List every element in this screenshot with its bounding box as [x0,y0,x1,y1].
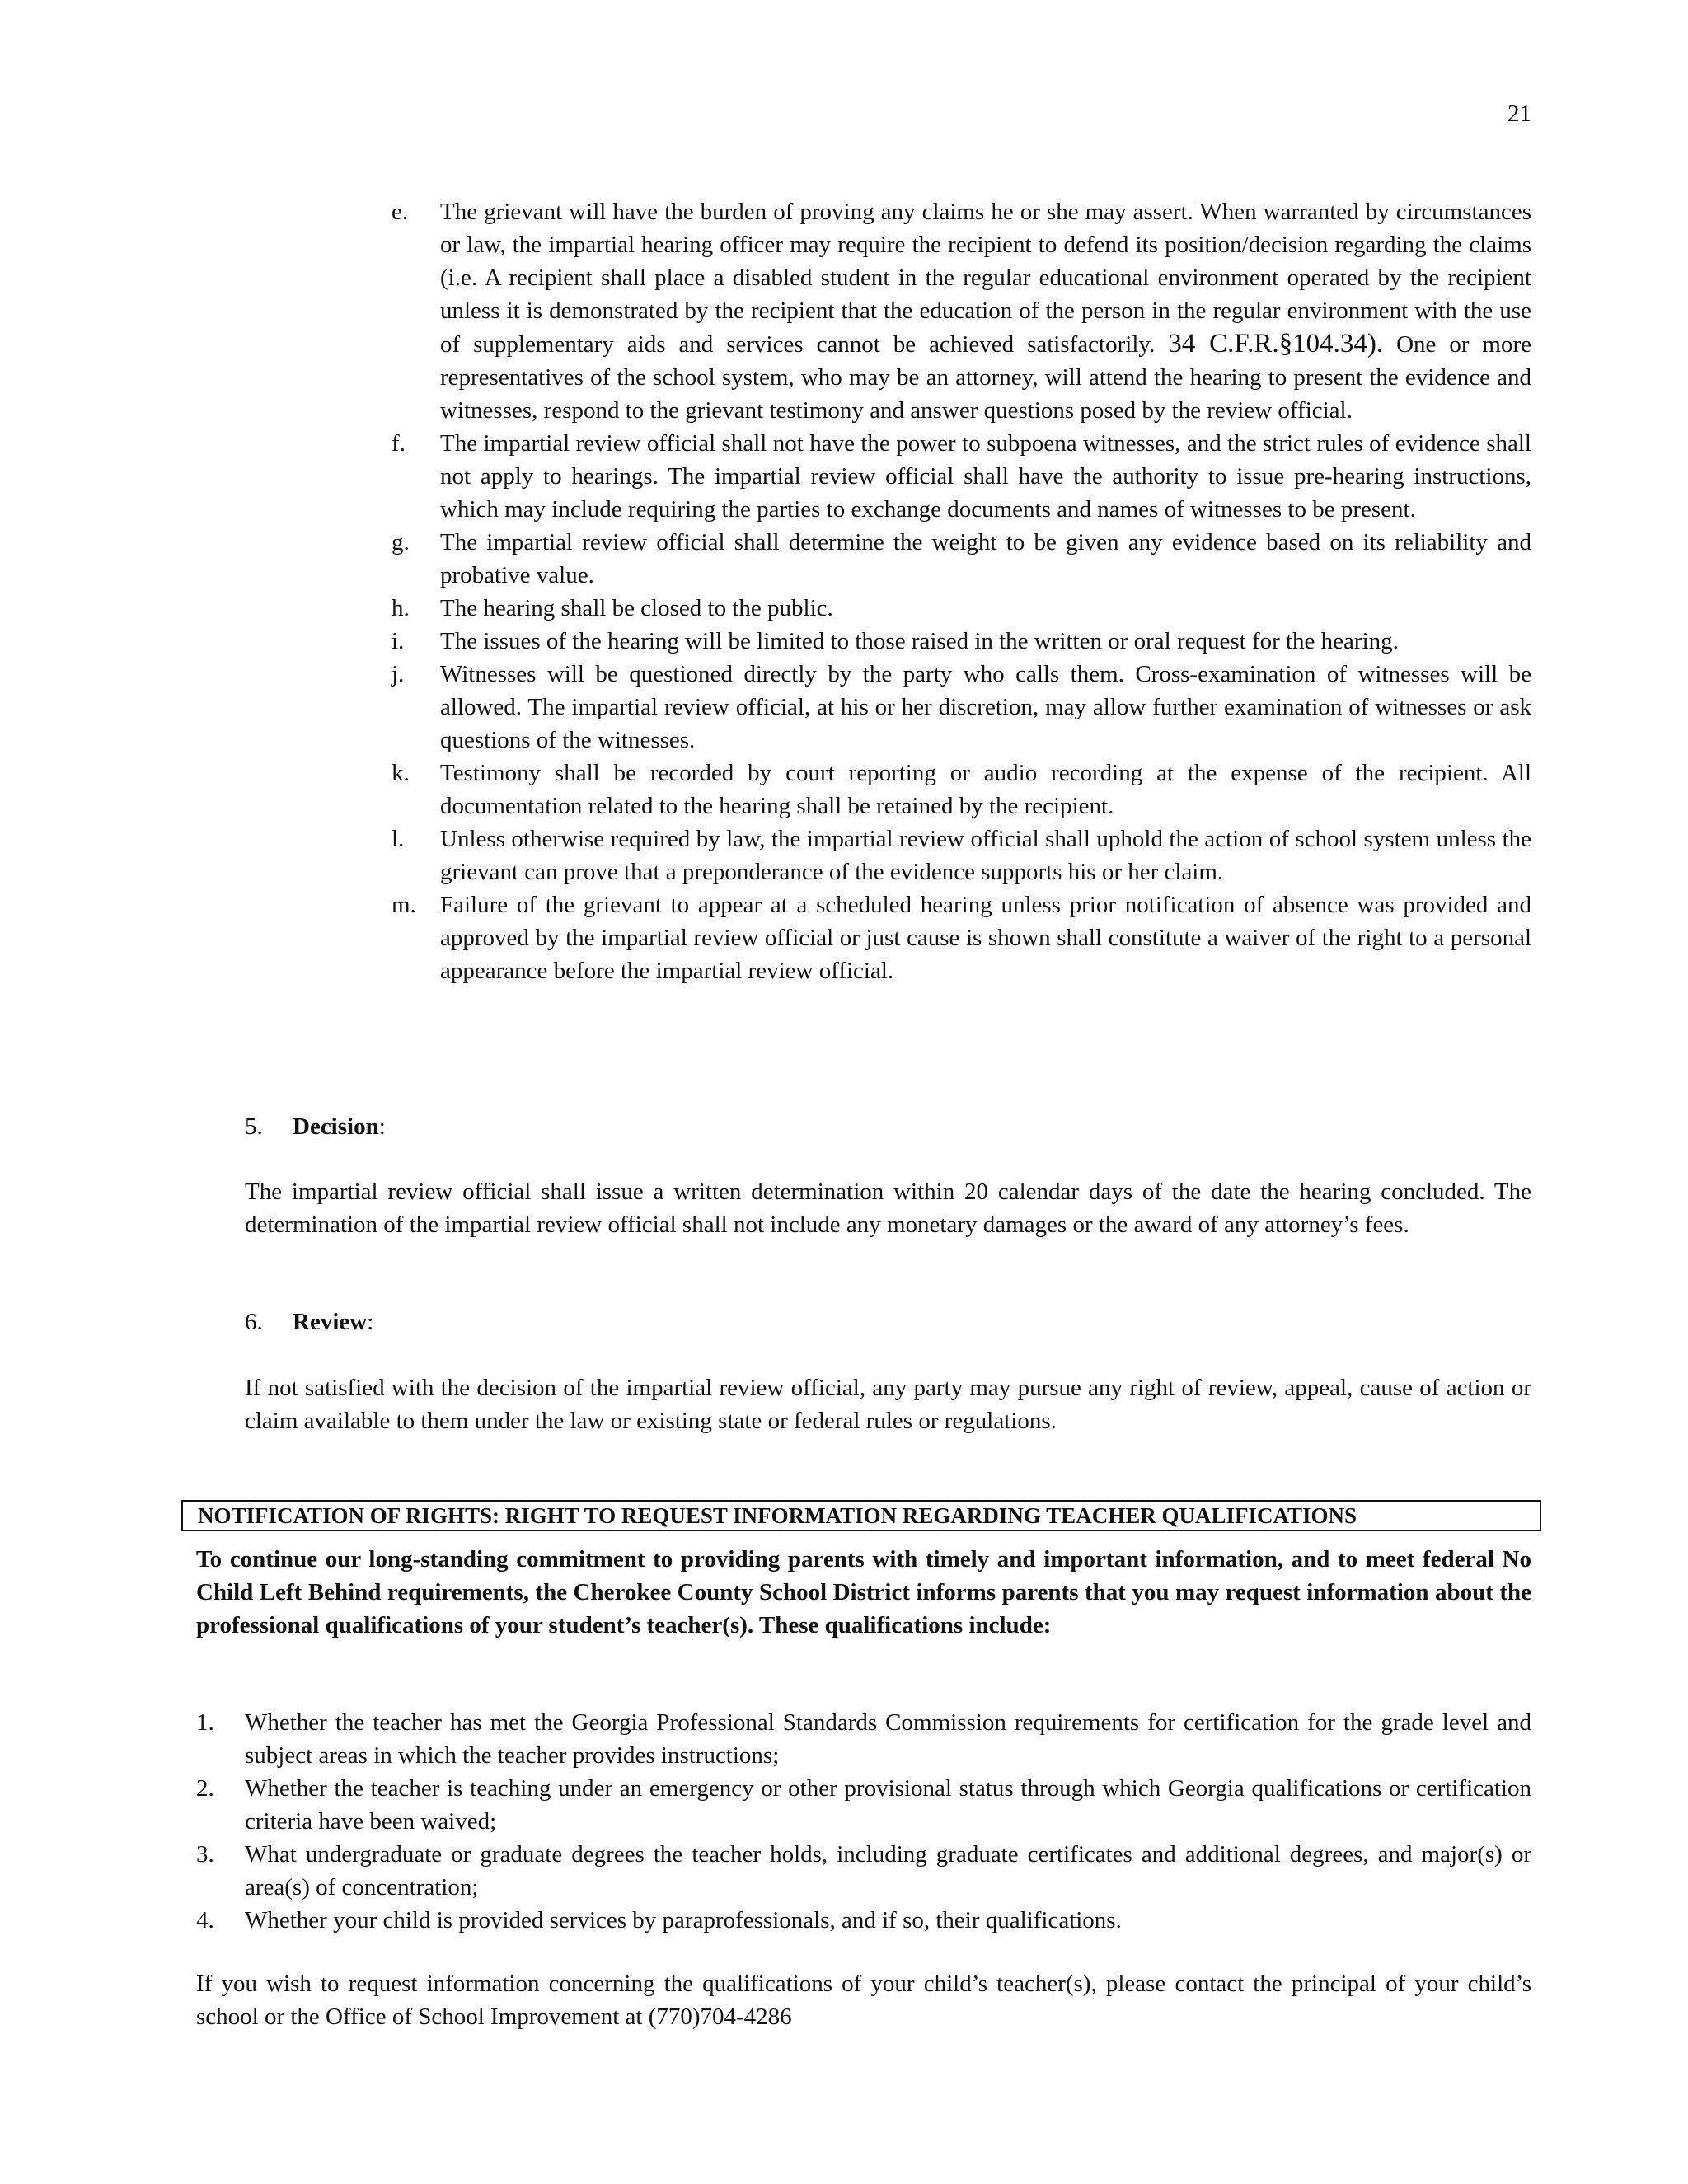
list-item [392,592,1531,625]
list-item-letter: i. [392,628,405,654]
section-number: 6. [245,1309,263,1335]
list-item-text: The impartial review official shall not have the power to subpoena witnesses, and the strict rules of evidence shall not apply to hearings. The impartial review official shall have the authority to issue pre-hearing instructions, which may include requiring the parties to exchange documents and names of witnesses to be present. [440,430,1531,523]
list-item-text-part: One or more representatives of the school system, who may be an attorney, will attend the hearing to present the evidence and witnesses, respond to the grievant testimony and answer questions posed by the review official. [440,331,1531,424]
list-item [392,427,1531,526]
decision-paragraph: The impartial review official shall issue a written determination within 20 calendar days of the date the hearing concluded. The determination of the impartial review official shall not include any monetary damages or the award of any attorney’s fees. [245,1179,1531,1238]
list-item-letter: e. [392,199,409,225]
list-item-text-part: The grievant will have the burden of proving any claims he or she may assert. When warranted by circumstances or law, the impartial hearing officer may require the recipient to defend its position/decision regarding the claims (i.e. A recipient shall place a disabled student in the regular educational environment operated by the recipient unless it is demonstrated by the recipient that the education of the person in the regular environment with the use of supplementary aids and services cannot be achieved satisfactorily. [440,199,1531,358]
list-item-letter: g. [392,529,410,555]
list-item [196,1772,1531,1838]
section-heading-text [293,1110,386,1143]
list-item [196,1706,1531,1772]
list-item [196,1904,1531,1937]
list-item-letter: k. [392,760,410,786]
list-item-text: Testimony shall be recorded by court reporting or audio recording at the expense of the recipient. All documentation related to the hearing shall be retained by the recipient. [440,760,1531,819]
list-item-number: 1. [196,1709,214,1736]
list-item-letter: m. [392,892,416,918]
section-title: Decision [293,1113,379,1140]
section-title: Review [293,1309,368,1335]
list-item [392,823,1531,888]
hearing-procedures-list [392,195,1531,987]
list-item-letter: f. [392,430,406,457]
list-item-letter: h. [392,595,410,621]
list-item-letter: l. [392,826,405,852]
list-item-number: 3. [196,1841,214,1868]
list-item [392,888,1531,987]
decision-heading [245,1110,386,1143]
list-item [392,757,1531,823]
section-number: 5. [245,1113,263,1140]
list-item-text: Whether the teacher has met the Georgia Professional Standards Commission requirements for certification for the grade level and subject areas in which the teacher provides instructions; [245,1709,1531,1769]
list-item-text: What undergraduate or graduate degrees the teacher holds, including graduate certificates and additional degrees, and major(s) or area(s) of concentration; [245,1841,1531,1900]
section-heading-text [293,1305,373,1338]
list-item-number: 4. [196,1907,214,1933]
list-item [392,625,1531,658]
list-item [196,1838,1531,1904]
review-paragraph: If not satisfied with the decision of the impartial review official, any party may pursue any right of review, appeal, cause of action or claim available to them under the law or existing state or federal rules or regulations. [245,1375,1531,1434]
page-number: 21 [1507,101,1531,127]
list-item-text [440,195,1531,427]
list-item-text: Whether the teacher is teaching under an emergency or other provisional status through which Georgia qualifications or certification criteria have been waived; [245,1775,1531,1835]
closing-paragraph: If you wish to request information concerning the qualifications of your child’s teacher(s), please contact the principal of your child’s school or the Office of School Improvement at (770)704-4286 [196,1971,1531,2030]
list-item-text: Unless otherwise required by law, the impartial review official shall uphold the action of school system unless the grievant can prove that a preponderance of the evidence supports his or her claim. [440,826,1531,885]
list-item-text: The impartial review official shall determine the weight to be given any evidence based on its reliability and probative value. [440,529,1531,588]
list-item-text: The hearing shall be closed to the public. [440,595,833,621]
list-item-letter: j. [392,661,405,687]
list-item [392,526,1531,592]
list-item-text: Witnesses will be questioned directly by the party who calls them. Cross-examination of witnesses will be allowed. The impartial review official, at his or her discretion, may allow further examination of witnesses or ask questions of the witnesses. [440,661,1531,753]
list-item-text: Whether your child is provided services by paraprofessionals, and if so, their qualifications. [245,1907,1122,1933]
section-colon: : [367,1309,374,1335]
notification-intro: To continue our long-standing commitment to providing parents with timely and important information, and to meet federal No Child Left Behind requirements, the Cherokee County School District informs parents that you may request information about the professional qualifications of your student’s teacher(s). These qualifications include: [196,1546,1531,1638]
list-item-number: 2. [196,1775,214,1802]
list-item [392,658,1531,757]
qualifications-list [196,1706,1531,1937]
review-heading [245,1305,373,1338]
list-item-text: Failure of the grievant to appear at a scheduled hearing unless prior notification of absence was provided and approved by the impartial review official or just cause is shown shall constitute a waiver of the right to a personal appearance before the impartial review official. [440,892,1531,984]
list-item-text: The issues of the hearing will be limited to those raised in the written or oral request for the hearing. [440,628,1399,654]
section-colon: : [378,1113,386,1140]
cfr-citation: 34 C.F.R.§104.34). [1168,329,1384,359]
list-item [392,195,1531,427]
notification-heading-box: NOTIFICATION OF RIGHTS: RIGHT TO REQUEST INFORMATION REGARDING TEACHER QUALIFICATIONS [181,1500,1541,1531]
